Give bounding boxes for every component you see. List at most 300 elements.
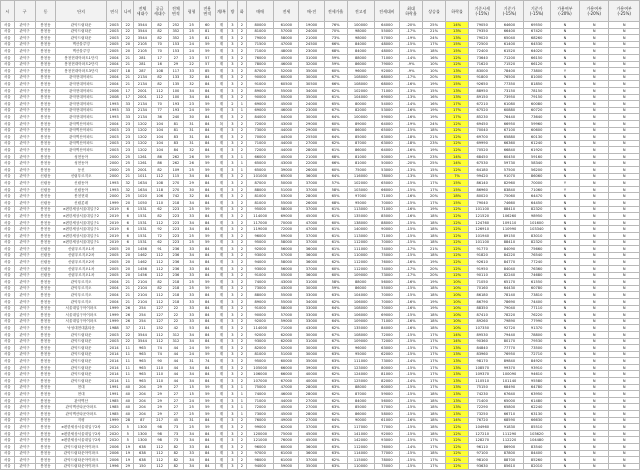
table-cell[interactable]: 963 (133, 345, 151, 352)
table-cell[interactable]: -18% (399, 134, 422, 141)
table-cell[interactable]: 123000 (347, 364, 374, 371)
table-cell[interactable]: 101100 (469, 206, 496, 213)
table-cell[interactable]: 2 (237, 338, 246, 345)
table-cell[interactable]: 59160 (523, 153, 550, 160)
table-cell[interactable]: 36000 (299, 450, 324, 457)
table-cell[interactable]: 80000 (247, 22, 274, 29)
table-cell[interactable]: 서울 (1, 233, 15, 240)
table-cell[interactable]: 신림동 (35, 173, 56, 180)
table-cell[interactable]: 3 (228, 397, 237, 404)
table-cell[interactable]: 2 (237, 279, 246, 286)
table-cell[interactable]: -16% (399, 147, 422, 154)
table-cell[interactable]: 33 (184, 312, 200, 319)
table-cell[interactable]: 34 (184, 364, 200, 371)
table-cell[interactable]: N (580, 107, 609, 114)
table-cell[interactable]: 84 (199, 193, 215, 200)
table-cell[interactable]: 1531 (133, 206, 151, 213)
table-cell[interactable]: 20% (423, 74, 446, 81)
table-cell[interactable]: 3 (228, 61, 237, 68)
table-cell[interactable]: 83840 (496, 186, 523, 193)
column-header[interactable]: 최대 하락율 (399, 1, 422, 22)
table-cell[interactable]: 계 (215, 463, 228, 470)
table-cell[interactable]: 서울 (1, 292, 15, 299)
table-cell[interactable]: 35000 (299, 358, 324, 365)
table-cell[interactable]: 계 (215, 252, 228, 259)
table-cell[interactable]: 28000 (299, 384, 324, 391)
table-cell[interactable]: 59 (199, 41, 215, 48)
table-cell[interactable]: 65000 (274, 173, 299, 180)
table-cell[interactable]: 1993 (106, 101, 122, 108)
table-cell[interactable]: e편한세상서울대입구1 (56, 239, 106, 246)
table-cell[interactable]: 80000 (374, 364, 399, 371)
table-cell[interactable]: 20% (423, 193, 446, 200)
table-cell[interactable]: N (580, 206, 609, 213)
column-header[interactable]: 전세가율 (324, 1, 347, 22)
table-cell[interactable]: 81000 (247, 351, 274, 358)
table-cell[interactable]: 81 (199, 28, 215, 35)
table-cell[interactable]: 64020 (523, 48, 550, 55)
table-cell[interactable]: N (550, 312, 579, 319)
table-cell[interactable]: 2105 (133, 41, 151, 48)
table-cell[interactable]: 25 (184, 424, 200, 431)
table-cell[interactable]: N (609, 351, 640, 358)
table-cell[interactable]: 봉천동 (35, 147, 56, 154)
table-cell[interactable]: 68000 (374, 74, 399, 81)
table-cell[interactable]: 106260 (496, 213, 523, 220)
table-cell[interactable]: 63% (324, 378, 347, 385)
table-cell[interactable]: -19% (399, 153, 422, 160)
table-cell[interactable]: 236 (168, 265, 184, 272)
table-cell[interactable]: 66000 (274, 371, 299, 378)
column-header[interactable]: 매매 (247, 1, 274, 22)
table-cell[interactable]: 신림롯데 (56, 200, 106, 207)
table-cell[interactable]: 86000 (347, 61, 374, 68)
table-cell[interactable]: N (550, 285, 579, 292)
table-cell[interactable]: 서울 (1, 147, 15, 154)
table-cell[interactable]: -15% (399, 239, 422, 246)
table-cell[interactable]: 현대 (56, 384, 106, 391)
table-cell[interactable]: 75000 (274, 430, 299, 437)
table-cell[interactable]: 낙성대현대홈타운 (56, 325, 106, 332)
table-cell[interactable]: 254 (133, 318, 151, 325)
table-cell[interactable]: 2 (237, 206, 246, 213)
table-cell[interactable]: 84400 (523, 450, 550, 457)
table-cell[interactable]: 3 (228, 444, 237, 451)
table-cell[interactable]: 관악구 (14, 292, 35, 299)
table-cell[interactable]: 77110 (523, 305, 550, 312)
table-cell[interactable]: 71060 (523, 186, 550, 193)
table-cell[interactable]: 109110 (496, 219, 523, 226)
table-cell[interactable]: 관악구 (14, 424, 35, 431)
table-cell[interactable]: 47000 (299, 219, 324, 226)
table-cell[interactable]: 110 (151, 200, 168, 207)
table-cell[interactable]: 18% (423, 213, 446, 220)
table-cell[interactable]: 68450 (469, 153, 496, 160)
table-cell[interactable]: 37000 (299, 265, 324, 272)
table-cell[interactable]: 18% (423, 219, 446, 226)
table-cell[interactable]: 60780 (523, 285, 550, 292)
table-cell[interactable]: 79150 (523, 94, 550, 101)
table-cell[interactable]: 2006 (106, 87, 122, 94)
table-cell[interactable]: N (609, 345, 640, 352)
table-cell[interactable]: 관악구 (14, 74, 35, 81)
table-cell[interactable]: 61% (324, 239, 347, 246)
table-cell[interactable]: 서울 (1, 411, 15, 418)
table-cell[interactable]: 57 (199, 61, 215, 68)
table-cell[interactable]: 65000 (247, 160, 274, 167)
table-cell[interactable]: N (550, 48, 579, 55)
table-cell[interactable]: 84 (199, 292, 215, 299)
table-cell[interactable]: 18% (423, 430, 446, 437)
table-cell[interactable]: 2 (237, 272, 246, 279)
table-cell[interactable]: 11 (122, 351, 134, 358)
table-cell[interactable]: 58000 (274, 35, 299, 42)
table-cell[interactable]: 63% (324, 450, 347, 457)
table-cell[interactable]: 73810 (523, 292, 550, 299)
table-cell[interactable]: 34 (184, 338, 200, 345)
table-cell[interactable]: 113000 (347, 233, 374, 240)
table-cell[interactable]: 1462 (133, 259, 151, 266)
table-cell[interactable]: 92000 (374, 68, 399, 75)
table-cell[interactable]: 193 (168, 101, 184, 108)
table-cell[interactable]: 2 (237, 35, 246, 42)
table-cell[interactable]: 1 (237, 404, 246, 411)
table-cell[interactable]: 33 (184, 305, 200, 312)
table-cell[interactable]: 3 (228, 463, 237, 470)
table-cell[interactable]: 계 (215, 28, 228, 35)
table-cell[interactable]: 2 (237, 371, 246, 378)
table-cell[interactable]: 계 (215, 173, 228, 180)
table-cell[interactable]: 20 (122, 265, 134, 272)
table-cell[interactable]: 계 (215, 147, 228, 154)
table-cell[interactable]: 281 (133, 61, 151, 68)
table-cell[interactable]: 84 (199, 444, 215, 451)
table-cell[interactable]: N (609, 384, 640, 391)
table-cell[interactable]: 66150 (523, 54, 550, 61)
table-cell[interactable]: 관악드림타운 (56, 345, 106, 352)
table-cell[interactable]: 106000 (347, 298, 374, 305)
table-cell[interactable]: 36000 (299, 173, 324, 180)
table-cell[interactable]: 25 (184, 404, 200, 411)
table-cell[interactable]: 봉천동 (35, 384, 56, 391)
table-cell[interactable]: 12% (446, 167, 469, 174)
table-cell[interactable]: 84000 (374, 325, 399, 332)
table-cell[interactable]: e편한세상서울대입구2 (56, 213, 106, 220)
table-cell[interactable]: 86000 (347, 127, 374, 134)
table-cell[interactable]: 71000 (374, 318, 399, 325)
table-cell[interactable]: 70 (151, 101, 168, 108)
table-cell[interactable]: N (580, 318, 609, 325)
table-cell[interactable]: 98000 (347, 35, 374, 42)
table-cell[interactable]: N (550, 200, 579, 207)
table-cell[interactable]: 59000 (374, 391, 399, 398)
table-cell[interactable]: 신림푸르지오 (56, 173, 106, 180)
table-cell[interactable]: 2 (237, 173, 246, 180)
table-cell[interactable]: 32 (184, 193, 200, 200)
column-header[interactable]: 가용여부 (-20%) (550, 1, 579, 22)
table-cell[interactable]: 2 (237, 68, 246, 75)
table-cell[interactable]: 2 (237, 437, 246, 444)
table-cell[interactable]: 262 (168, 153, 184, 160)
table-cell[interactable]: 19% (423, 259, 446, 266)
table-cell[interactable]: 2020 (106, 437, 122, 444)
table-cell[interactable]: 계 (215, 338, 228, 345)
table-cell[interactable]: -15% (399, 233, 422, 240)
table-cell[interactable]: 59000 (274, 463, 299, 470)
table-cell[interactable]: 59000 (274, 318, 299, 325)
table-cell[interactable]: 61% (324, 252, 347, 259)
table-cell[interactable]: 계 (215, 411, 228, 418)
table-cell[interactable]: 계 (215, 48, 228, 55)
table-cell[interactable]: 84 (199, 378, 215, 385)
table-cell[interactable]: 1462 (133, 252, 151, 259)
column-header[interactable]: 공급 세대수 (151, 1, 168, 22)
table-cell[interactable]: 34 (184, 437, 200, 444)
table-cell[interactable]: N (550, 173, 579, 180)
table-cell[interactable]: 봉천동 (35, 351, 56, 358)
table-cell[interactable]: 110000 (347, 463, 374, 470)
table-cell[interactable]: 2019 (106, 239, 122, 246)
table-cell[interactable]: 74000 (374, 265, 399, 272)
table-cell[interactable]: 관악현대아파트 (56, 101, 106, 108)
table-cell[interactable]: N (580, 411, 609, 418)
table-cell[interactable]: 63% (324, 430, 347, 437)
table-cell[interactable]: 2 (237, 213, 246, 220)
table-cell[interactable]: 75000 (374, 252, 399, 259)
table-cell[interactable]: 95000 (247, 206, 274, 213)
table-cell[interactable]: 2 (237, 292, 246, 299)
table-cell[interactable]: 21 (122, 61, 134, 68)
column-header[interactable]: 전세대비 (374, 1, 399, 22)
table-cell[interactable]: 관악현대아파트 (56, 81, 106, 88)
table-cell[interactable]: 79050 (469, 22, 496, 29)
table-cell[interactable]: N (580, 233, 609, 240)
table-cell[interactable]: N (580, 252, 609, 259)
table-cell[interactable]: 1531 (133, 239, 151, 246)
table-cell[interactable]: 77 (151, 107, 168, 114)
table-cell[interactable]: 32 (184, 74, 200, 81)
table-cell[interactable]: 104 (151, 134, 168, 141)
table-cell[interactable]: 19% (423, 147, 446, 154)
table-cell[interactable]: N (550, 364, 579, 371)
table-cell[interactable]: 관악구 (14, 239, 35, 246)
table-cell[interactable]: 88350 (469, 305, 496, 312)
table-cell[interactable]: 69450 (469, 120, 496, 127)
table-cell[interactable]: 계 (215, 371, 228, 378)
table-cell[interactable]: 91830 (496, 424, 523, 431)
table-cell[interactable]: 115000 (347, 457, 374, 464)
table-cell[interactable]: 18% (423, 325, 446, 332)
table-cell[interactable]: 봉천동 (35, 345, 56, 352)
table-cell[interactable]: 64% (324, 134, 347, 141)
table-cell[interactable]: 34 (184, 200, 200, 207)
table-cell[interactable]: 75000 (247, 384, 274, 391)
table-cell[interactable]: 29 (151, 404, 168, 411)
table-cell[interactable]: 100090 (496, 371, 523, 378)
table-cell[interactable]: 87 (133, 417, 151, 424)
table-cell[interactable]: 관악구 (14, 259, 35, 266)
table-cell[interactable]: 90000 (347, 417, 374, 424)
table-cell[interactable]: 92650 (469, 81, 496, 88)
table-cell[interactable]: 성현동아 (56, 160, 106, 167)
table-cell[interactable]: 110 (151, 364, 168, 371)
table-cell[interactable]: 계 (215, 345, 228, 352)
table-cell[interactable]: 12% (446, 252, 469, 259)
table-cell[interactable]: 2 (237, 87, 246, 94)
table-cell[interactable]: 59 (199, 411, 215, 418)
table-cell[interactable]: 1 (237, 153, 246, 160)
table-cell[interactable]: 93000 (374, 437, 399, 444)
table-cell[interactable]: 봉천동 (35, 371, 56, 378)
table-cell[interactable]: 74230 (469, 391, 496, 398)
table-cell[interactable]: 서울 (1, 173, 15, 180)
table-cell[interactable]: 신림푸르지오2차 (56, 252, 106, 259)
table-cell[interactable]: 봉천동 (35, 233, 56, 240)
table-cell[interactable]: 89840 (496, 358, 523, 365)
table-cell[interactable]: N (609, 397, 640, 404)
table-cell[interactable]: 56000 (274, 246, 299, 253)
table-cell[interactable]: N (580, 305, 609, 312)
table-cell[interactable]: 53000 (374, 107, 399, 114)
column-header[interactable]: 동 (35, 1, 56, 22)
table-cell[interactable]: 서울 (1, 200, 15, 207)
table-cell[interactable]: 25 (184, 28, 200, 35)
table-cell[interactable]: 236 (168, 259, 184, 266)
table-cell[interactable]: 관악현대아파트 (56, 94, 106, 101)
table-cell[interactable]: 236 (168, 272, 184, 279)
table-cell[interactable]: 61480 (523, 397, 550, 404)
table-cell[interactable]: 3 (228, 68, 237, 75)
table-cell[interactable]: 35000 (299, 94, 324, 101)
table-cell[interactable]: 67530 (469, 160, 496, 167)
table-cell[interactable]: 45000 (299, 437, 324, 444)
table-cell[interactable]: 103620 (523, 430, 550, 437)
table-cell[interactable]: 83 (168, 134, 184, 141)
table-cell[interactable]: 63% (324, 312, 347, 319)
table-cell[interactable]: 3 (228, 417, 237, 424)
table-cell[interactable]: 2 (237, 378, 246, 385)
table-cell[interactable]: 65000 (247, 167, 274, 174)
table-cell[interactable]: 30000 (299, 285, 324, 292)
table-cell[interactable]: 계 (215, 391, 228, 398)
table-cell[interactable]: -15% (399, 404, 422, 411)
table-cell[interactable]: 34 (184, 259, 200, 266)
table-cell[interactable]: N (609, 22, 640, 29)
table-cell[interactable]: 서울 (1, 101, 15, 108)
table-cell[interactable]: N (550, 259, 579, 266)
table-cell[interactable]: 34 (184, 173, 200, 180)
table-cell[interactable]: 관악드림타운 (56, 364, 106, 371)
table-cell[interactable]: 110990 (496, 226, 523, 233)
table-cell[interactable]: 2014 (106, 378, 122, 385)
column-header[interactable]: 가용여부 (-25%) (609, 1, 640, 22)
table-cell[interactable]: 1 (237, 391, 246, 398)
table-cell[interactable]: N (550, 298, 579, 305)
table-cell[interactable]: 2 (237, 325, 246, 332)
table-cell[interactable]: 2 (237, 134, 246, 141)
table-cell[interactable]: 82 (168, 444, 184, 451)
table-cell[interactable]: 계 (215, 424, 228, 431)
table-cell[interactable]: 62% (324, 411, 347, 418)
table-cell[interactable]: 84 (199, 265, 215, 272)
table-cell[interactable]: -16% (399, 279, 422, 286)
table-cell[interactable]: N (580, 246, 609, 253)
table-cell[interactable]: N (609, 233, 640, 240)
table-cell[interactable]: 15% (423, 167, 446, 174)
table-cell[interactable]: N (550, 81, 579, 88)
table-cell[interactable]: 서울 (1, 450, 15, 457)
table-cell[interactable]: 2003 (106, 35, 122, 42)
table-cell[interactable]: 106000 (247, 371, 274, 378)
table-cell[interactable]: 65000 (496, 397, 523, 404)
table-cell[interactable]: 서울 (1, 114, 15, 121)
table-cell[interactable]: 124760 (469, 219, 496, 226)
table-cell[interactable]: 638 (133, 457, 151, 464)
table-cell[interactable]: 77000 (374, 450, 399, 457)
table-cell[interactable]: 서울 (1, 312, 15, 319)
table-cell[interactable]: 62240 (523, 404, 550, 411)
table-cell[interactable]: 20 (122, 252, 134, 259)
table-cell[interactable]: 봉천동 (35, 35, 56, 42)
table-cell[interactable]: 1985 (106, 411, 122, 418)
table-cell[interactable]: 72 (151, 233, 168, 240)
table-cell[interactable]: 2014 (106, 358, 122, 365)
table-cell[interactable]: 2 (237, 345, 246, 352)
table-cell[interactable]: 101000 (247, 173, 274, 180)
table-cell[interactable]: 56200 (523, 167, 550, 174)
table-cell[interactable]: 23 (122, 147, 134, 154)
table-cell[interactable]: 3 (228, 265, 237, 272)
table-cell[interactable]: 36000 (299, 252, 324, 259)
table-cell[interactable]: N (580, 134, 609, 141)
table-cell[interactable]: 60130 (523, 134, 550, 141)
table-cell[interactable]: 60% (324, 68, 347, 75)
table-cell[interactable]: 62 (151, 206, 168, 213)
table-cell[interactable]: 78150 (523, 87, 550, 94)
table-cell[interactable]: 93000 (247, 338, 274, 345)
table-cell[interactable]: -15% (399, 450, 422, 457)
table-cell[interactable]: 89150 (496, 233, 523, 240)
table-cell[interactable]: 82000 (247, 345, 274, 352)
table-cell[interactable]: 96000 (347, 68, 374, 75)
table-cell[interactable]: 계 (215, 54, 228, 61)
table-cell[interactable]: -15% (399, 424, 422, 431)
table-cell[interactable]: 29000 (299, 120, 324, 127)
table-cell[interactable]: 63% (324, 424, 347, 431)
table-cell[interactable]: 44 (168, 358, 184, 365)
table-cell[interactable]: 봉천현대아파트3단지 (56, 68, 106, 75)
table-cell[interactable]: 봉천동 (35, 41, 56, 48)
table-cell[interactable]: 1531 (133, 233, 151, 240)
table-cell[interactable]: 25 (184, 285, 200, 292)
table-cell[interactable]: 84 (199, 298, 215, 305)
table-cell[interactable]: 2 (237, 226, 246, 233)
table-cell[interactable]: 봉천동 (35, 411, 56, 418)
table-cell[interactable]: N (550, 384, 579, 391)
table-cell[interactable]: N (550, 252, 579, 259)
table-cell[interactable]: 109 (168, 167, 184, 174)
table-cell[interactable]: 104 (151, 140, 168, 147)
table-cell[interactable]: N (609, 265, 640, 272)
table-cell[interactable]: Y (550, 180, 579, 187)
table-cell[interactable]: -15% (399, 384, 422, 391)
table-cell[interactable]: 13% (446, 358, 469, 365)
table-cell[interactable]: 66630 (523, 417, 550, 424)
table-cell[interactable]: 36000 (299, 259, 324, 266)
table-cell[interactable]: N (609, 285, 640, 292)
table-cell[interactable]: 93630 (469, 463, 496, 470)
table-cell[interactable]: 55000 (274, 94, 299, 101)
